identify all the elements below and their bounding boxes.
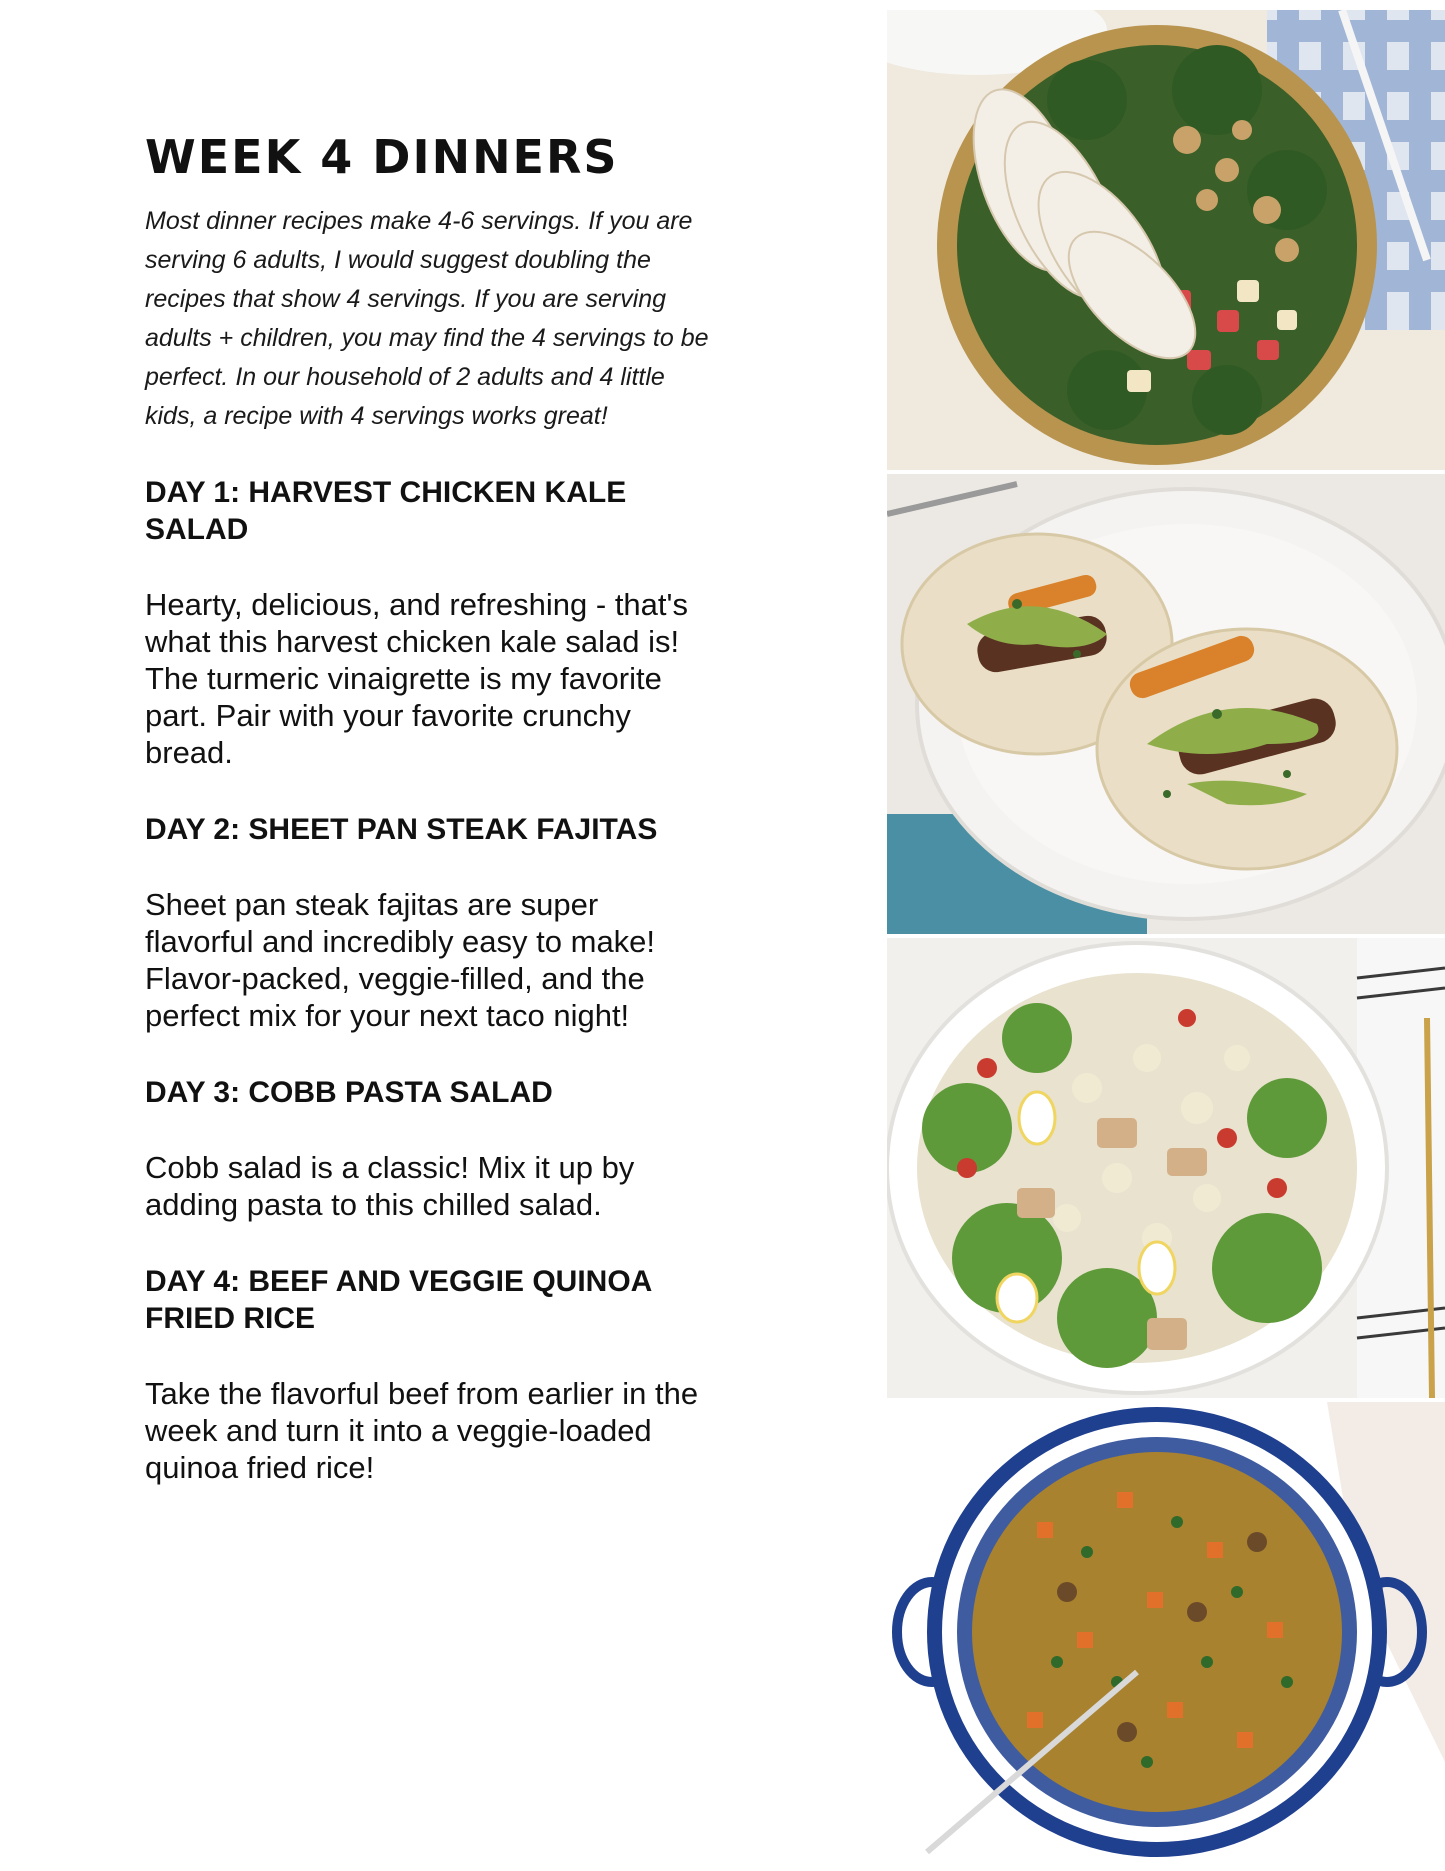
steak-fajitas-photo (887, 474, 1445, 934)
day-3-title: DAY 3: COBB PASTA SALAD (145, 1076, 553, 1109)
day-4-title: DAY 4: BEEF AND VEGGIE QUINOA FRIED RICE (145, 1265, 652, 1335)
cobb-pasta-salad-photo (887, 938, 1445, 1398)
day-2-description: Sheet pan steak fajitas are super flavorful and incredibly easy to make! Flavor-packed, veggie-filled, and the perfect mix for your next taco night! (145, 887, 656, 1033)
day-1-description: Hearty, delicious, and refreshing - that's what this harvest chicken kale salad is! The turmeric vinaigrette is my favorite part. Pair with your favorite crunchy bread. (145, 587, 688, 770)
intro-paragraph: Most dinner recipes make 4-6 servings. If you are serving 6 adults, I would suggest doubling the recipes that show 4 servings. If you are serving adults + children, you may find the 4 servings to be perfect. In our household of 2 adults and 4 little kids, a recipe with 4 servings works great! (145, 207, 709, 430)
day-4-description: Take the flavorful beef from earlier in the week and turn it into a veggie-loaded quinoa fried rice! (145, 1376, 699, 1485)
day-3-description: Cobb salad is a classic! Mix it up by adding pasta to this chilled salad. (145, 1150, 635, 1222)
quinoa-fried-rice-photo (887, 1402, 1445, 1862)
chicken-kale-salad-photo (887, 10, 1445, 470)
text-column (145, 130, 715, 1526)
day-2-title: DAY 2: SHEET PAN STEAK FAJITAS (145, 813, 658, 846)
day-1-title: DAY 1: HARVEST CHICKEN KALE SALAD (145, 476, 627, 546)
page-title: WEEK 4 DINNERS (145, 130, 619, 184)
